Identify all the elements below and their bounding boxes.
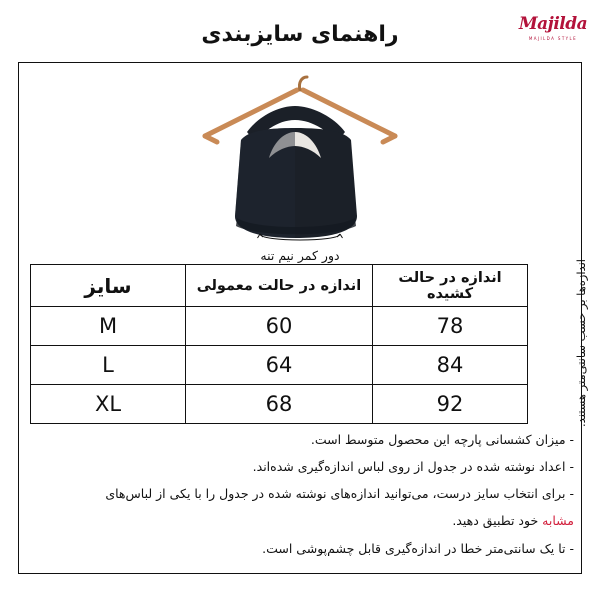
cell-normal: 68 — [186, 385, 373, 424]
header-size: سایز — [31, 265, 186, 307]
garment-illustration — [185, 66, 415, 256]
size-table-body — [31, 307, 528, 424]
cell-stretched: 92 — [373, 385, 528, 424]
header-stretched: اندازه در حالت کشیده — [373, 265, 528, 307]
note-item-continuation — [22, 509, 574, 532]
product-image-area — [0, 66, 600, 256]
note-item: - اعداد نوشته شده در جدول از روی لباس اندازه‌گیری شده‌اند. — [252, 459, 574, 475]
cell-stretched: 78 — [373, 307, 528, 346]
note-item-text: - برای انتخاب سایز درست، می‌توانید اندازه‌های نوشته شده در جدول را با یکی از لباس‌های — [105, 486, 574, 502]
cell-size: XL — [31, 385, 186, 424]
note-highlight: مشابه — [542, 513, 574, 529]
units-note: اندازه‌ها بر حسب سانتی‌متر هستند. — [574, 259, 588, 427]
note-item: - تا یک سانتی‌متر خطا در اندازه‌گیری قابل چشم‌پوشی است. — [262, 540, 574, 556]
brand-name: Majilda — [518, 14, 588, 34]
notes-list — [22, 428, 574, 564]
cell-normal: 60 — [186, 307, 373, 346]
cell-size: M — [31, 307, 186, 346]
size-table-head — [31, 265, 528, 307]
table-row — [31, 307, 528, 346]
cell-normal: 64 — [186, 346, 373, 385]
brand-tagline: MAJILDA STYLE — [528, 36, 578, 41]
page-title: راهنمای سایزبندی — [201, 22, 399, 47]
arc-icon — [257, 232, 343, 244]
sports-bra-icon — [185, 66, 415, 256]
note-item: - میزان کشسانی پارچه این محصول متوسط است. — [310, 432, 574, 447]
size-table — [30, 264, 528, 424]
table-row — [31, 385, 528, 424]
table-row — [31, 346, 528, 385]
measurement-caption — [0, 232, 600, 264]
header-normal: اندازه در حالت معمولی — [186, 265, 373, 307]
note-highlight-rest: خود تطبیق دهید. — [452, 513, 543, 529]
cell-stretched: 84 — [373, 346, 528, 385]
table-header-row — [31, 265, 528, 307]
cell-size: L — [31, 346, 186, 385]
caption-label: دور کمر نیم تنه — [260, 248, 340, 263]
note-item — [22, 482, 574, 505]
